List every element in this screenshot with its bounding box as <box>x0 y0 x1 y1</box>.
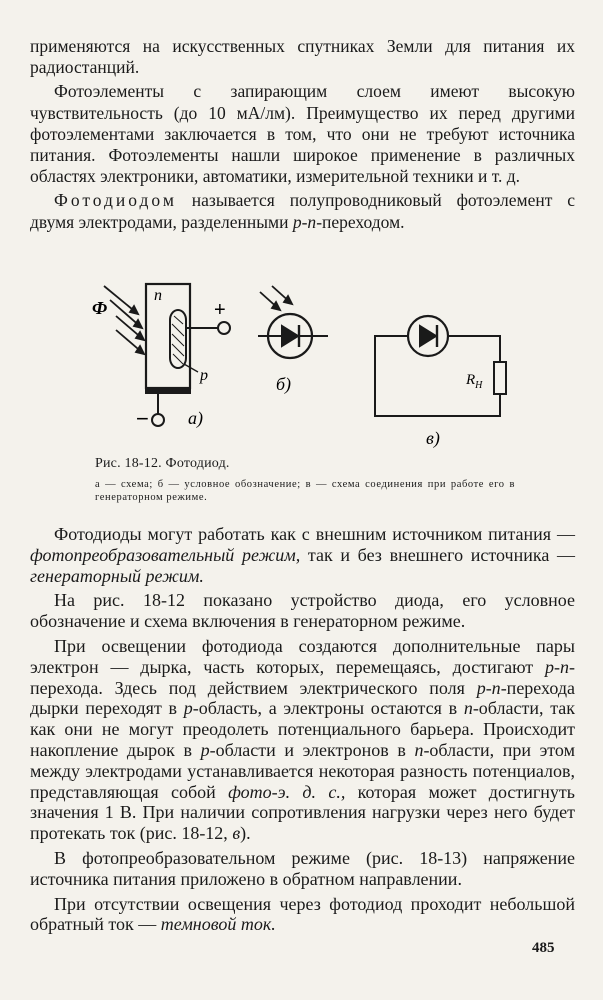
terminal-plus <box>218 322 230 334</box>
p4-text-a: Фотодиоды могут работать как с внешним источником питания — <box>54 524 575 544</box>
paragraph-5: На рис. 18-12 показано устройство диода, его условное обозначение и схема включения в генераторном режиме. <box>30 590 575 632</box>
paragraph-3-text: называется полупроводниковый фотоэлемент с двумя электродами, разделенными <box>30 190 575 232</box>
paragraph-3-end: -переходом. <box>316 211 405 232</box>
p6-g: -области, при этом между электродами устанавливается некоторая разность потенциалов, представляющая собой <box>30 739 575 802</box>
rh-letter: R <box>466 372 476 388</box>
p6-i: ). <box>240 823 251 844</box>
text-section-bottom <box>30 524 575 935</box>
paragraph-7: В фотопреобразовательном режиме (рис. 18-13) напряжение источника питания приложено в обратном направлении. <box>30 847 575 889</box>
generator-mode-term: генераторный режим. <box>30 565 204 586</box>
figure-caption-title: Рис. 18-12. Фотодиод. <box>95 456 230 471</box>
p6-v: в <box>232 823 241 844</box>
p6-pn-2: р-п <box>476 677 501 698</box>
photodiode-figure <box>80 276 540 456</box>
p6-p-2: р <box>200 739 210 760</box>
figure-label-b: б) <box>276 374 292 394</box>
light-rays-a <box>104 286 144 354</box>
p6-h: которая может достигнуть значения 1 В. При наличии сопротивления нагрузки через него будет протекать ток (рис. 18-12, <box>30 781 575 844</box>
paragraph-6 <box>30 636 575 844</box>
p-label: p <box>200 367 208 384</box>
p6-d: -область, а электроны остаются в <box>192 698 464 719</box>
p6-e: -области, так как они не могут преодолеть потенциального барьера. Происходит накопление дырок в <box>30 698 576 760</box>
text-section-top <box>30 36 575 233</box>
minus-label: − <box>136 406 149 431</box>
paragraph-8 <box>30 894 575 936</box>
p6-f: -области и электронов в <box>209 739 415 760</box>
rh-subscript: Н <box>475 380 483 391</box>
plus-label: + <box>214 299 226 321</box>
paragraph-3 <box>30 190 575 232</box>
figure-b-symbol <box>258 286 328 358</box>
light-rays-b <box>260 286 292 310</box>
paragraph-1: применяются на искусственных спутниках Земли для питания их радиостанций. <box>30 36 575 78</box>
figure-label-v: в) <box>426 428 440 448</box>
p6-n-1: п <box>463 698 473 719</box>
dark-current-term: темновой ток. <box>160 914 276 935</box>
photoconversion-mode-term: фотопреобразовательный режим, <box>30 544 301 565</box>
term-photodiode: Фотодиодом <box>54 190 177 211</box>
figure-a-device <box>104 284 230 426</box>
p6-a: При освещении фотодиода создаются дополнительные пары электрон — дырка, часть которых, перемещаясь, достигают <box>30 635 575 677</box>
p6-n-2: п <box>414 739 424 760</box>
p4-text-c: так и без внешнего источника — <box>300 544 575 565</box>
p6-b: -перехода. Здесь под действием электрического поля <box>30 656 575 698</box>
page-number: 485 <box>532 940 555 956</box>
p6-pn-1: р-п <box>545 656 569 677</box>
figure-label-a: а) <box>188 408 203 428</box>
photo-emf-term: фото-э. д. с., <box>228 781 346 802</box>
load-resistor-label <box>465 372 483 391</box>
terminal-minus <box>152 414 164 426</box>
pn-junction-term: р-п <box>292 211 317 232</box>
figure-caption-description: а — схема; б — условное обозначение; в — схема соединения при работе его в генераторном режиме. <box>95 479 515 503</box>
p8-a: При отсутствии освещения через фотодиод проходит небольшой обратный ток — <box>30 893 575 935</box>
flux-label: Ф <box>92 298 108 318</box>
p6-c: -перехода дырки переходят в <box>30 677 575 719</box>
p6-p-1: р <box>183 698 193 719</box>
figure-v-circuit <box>375 316 506 416</box>
paragraph-2: Фотоэлементы с запирающим слоем имеют высокую чувствительность (до 10 мА/лм). Преимущество их перед другими фотоэлементами заключается в том, что они не требуют источника питания. Фотоэлементы нашли широкое применение в различных областях электроники, автоматики, измерительной техники и т. д. <box>30 81 575 187</box>
bottom-electrode <box>146 388 190 393</box>
paragraph-4 <box>30 524 575 586</box>
n-label: n <box>154 287 162 304</box>
